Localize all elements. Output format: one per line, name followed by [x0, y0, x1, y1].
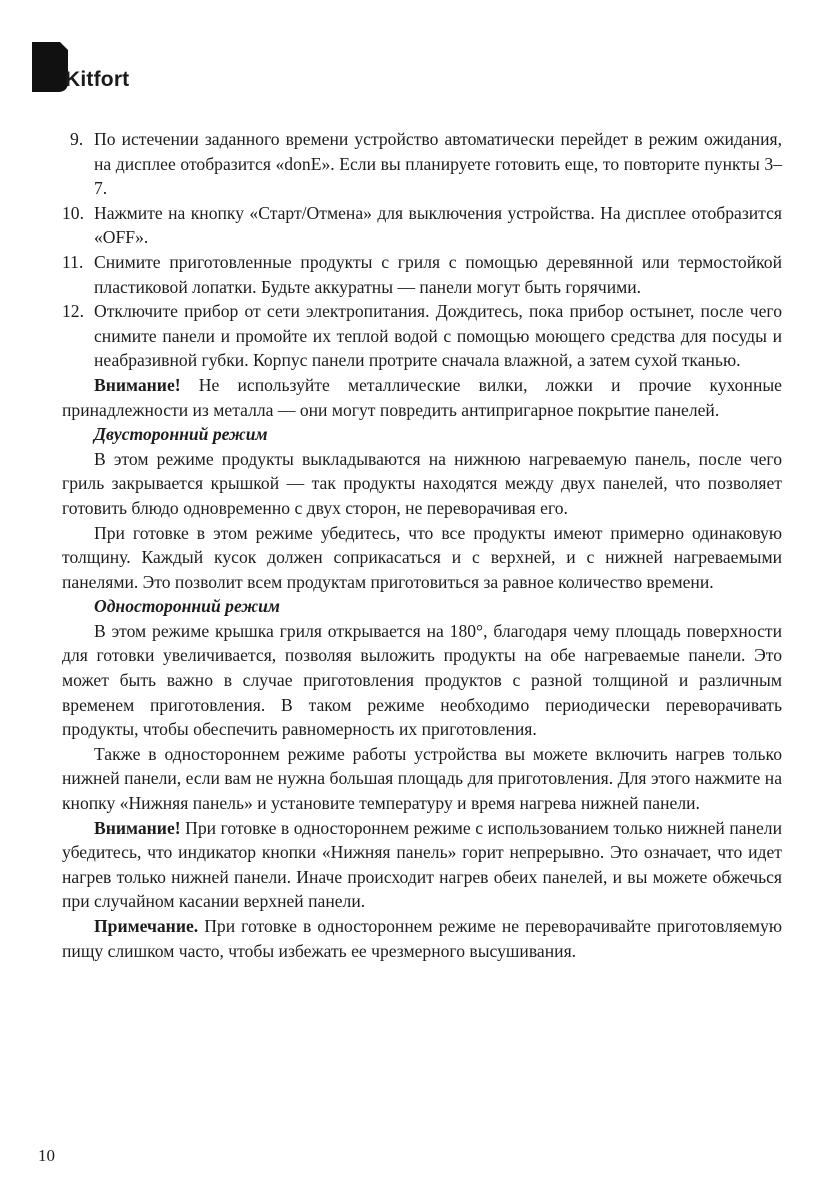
step-text: По истечении заданного времени устройство автоматически перейдет в режим ожидания, на дисплее отобразится «donE». Если вы планируете готовить еще, то повторите пункты 3–7.	[94, 129, 782, 199]
step-number: 12.	[62, 301, 84, 322]
warning-label: Внимание!	[94, 374, 181, 395]
step-item	[62, 250, 782, 299]
step-item	[62, 299, 782, 373]
step-item	[62, 127, 782, 201]
step-item	[62, 201, 782, 250]
brand-name: Kitfort	[65, 68, 130, 91]
warning-text: При готовке в одностороннем режиме с использованием только нижней панели убедитесь, что индикатор кнопки «Нижняя панель» горит непрерывно. Это означает, что идет нагрев только нижней панели. Иначе происходит нагрев обеих панелей, и вы можете обжечься при случайном касании верхней панели.	[62, 817, 782, 912]
step-number: 11.	[62, 251, 84, 272]
warning-text: Не используйте металлические вилки, ложки и прочие кухонные принадлежности из металла — они могут повредить антипригарное покрытие панелей.	[62, 374, 782, 420]
step-number: 10.	[62, 202, 84, 223]
note-label: Примечание.	[94, 916, 199, 936]
warning-paragraph	[62, 373, 782, 422]
step-text: Отключите прибор от сети электропитания. Дождитесь, пока прибор остынет, после чего снимите панели и промойте их теплой водой с помощью моющего средства для посуды и неабразивной губки. Корпус панели протрите сначала влажной, а затем сухой тканью.	[94, 301, 782, 371]
section-heading-double-mode: Двусторонний режим	[94, 424, 268, 445]
warning-label: Внимание!	[94, 817, 181, 838]
paragraph: Также в одностороннем режиме работы устройства вы можете включить нагрев только нижней панели, если вам не нужна большая площадь для приготовления. Для этого нажмите на кнопку «Нижняя панель» и установите температуру и время нагрева нижней панели.	[62, 743, 782, 814]
paragraph: В этом режиме крышка гриля открывается на 180°, благодаря чему площадь поверхности для готовки увеличивается, позволяя выложить продукты на обе нагреваемые панели. Это может быть важно в случае приготовления продуктов с разной толщиной и различным временем приготовления. В таком режиме необходимо периодически переворачивать продукты, чтобы обеспечить равномерность их приготовления.	[62, 620, 782, 740]
warning-paragraph	[62, 816, 782, 914]
brand-logo	[32, 42, 162, 96]
step-text: Снимите приготовленные продукты с гриля с помощью деревянной или термостойкой пластиковой лопатки. Будьте аккуратны — панели могут быть горячими.	[94, 251, 782, 297]
step-number: 9.	[70, 129, 84, 149]
section-heading-single-mode: Односторонний режим	[94, 596, 280, 617]
paragraph: В этом режиме продукты выкладываются на нижнюю нагреваемую панель, после чего гриль закрывается крышкой — так продукты находятся между двух панелей, что позволяет готовить блюдо одновременно с двух сторон, не переворачивая его.	[62, 448, 782, 518]
paragraph: При готовке в этом режиме убедитесь, что все продукты имеют примерно одинаковую толщину. Каждый кусок должен соприкасаться и с верхней, и с нижней нагреваемыми панелями. Это позволит всем продуктам приготовиться за равное количество времени.	[62, 522, 782, 592]
manual-body	[62, 127, 782, 963]
note-paragraph	[62, 914, 782, 963]
kitfort-logo-icon	[32, 42, 68, 92]
note-text: При готовке в одностороннем режиме не переворачивайте приготовляемую пищу слишком часто, чтобы избежать ее чрезмерного высушивания.	[62, 916, 782, 961]
step-text: Нажмите на кнопку «Старт/Отмена» для выключения устройства. На дисплее отобразится «OFF».	[94, 202, 782, 248]
page-number: 10	[38, 1146, 55, 1165]
